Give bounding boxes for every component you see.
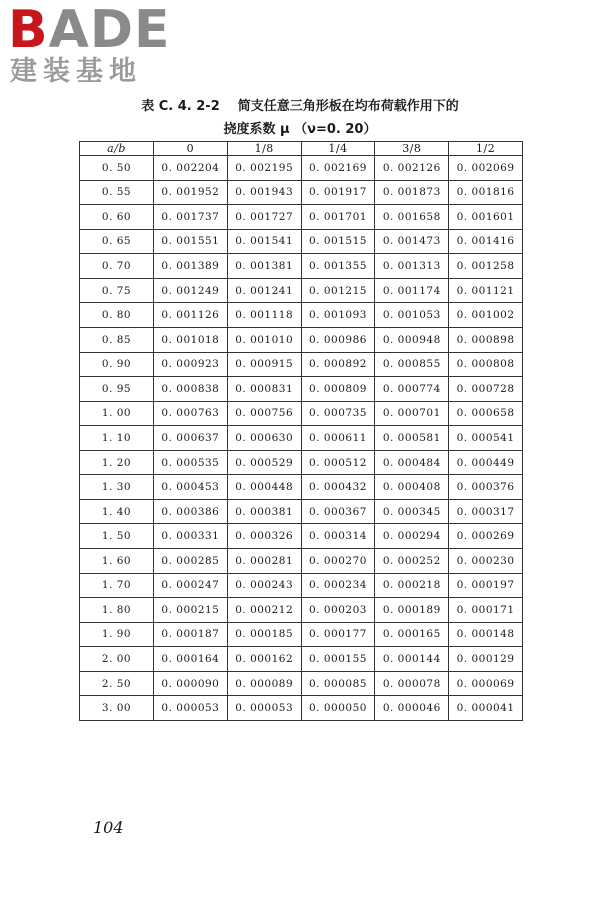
value-cell: 0. 001002 bbox=[449, 303, 523, 328]
value-cell: 0. 001010 bbox=[227, 327, 301, 352]
value-cell: 0. 000089 bbox=[227, 671, 301, 696]
table-row bbox=[80, 327, 523, 352]
value-cell: 0. 000808 bbox=[449, 352, 523, 377]
value-cell: 0. 001241 bbox=[227, 278, 301, 303]
value-cell: 0. 000728 bbox=[449, 377, 523, 402]
value-cell: 0. 000129 bbox=[449, 647, 523, 672]
value-cell: 0. 000069 bbox=[449, 671, 523, 696]
value-cell: 0. 001093 bbox=[301, 303, 375, 328]
value-cell: 0. 000144 bbox=[375, 647, 449, 672]
table-title bbox=[0, 95, 600, 114]
value-cell: 0. 000701 bbox=[375, 401, 449, 426]
value-cell: 0. 000915 bbox=[227, 352, 301, 377]
header-cell: 0 bbox=[154, 142, 228, 156]
value-cell: 0. 000386 bbox=[154, 499, 228, 524]
value-cell: 0. 000317 bbox=[449, 499, 523, 524]
row-label-cell: 1. 70 bbox=[80, 573, 154, 598]
value-cell: 0. 000148 bbox=[449, 622, 523, 647]
value-cell: 0. 000331 bbox=[154, 524, 228, 549]
value-cell: 0. 000053 bbox=[154, 696, 228, 721]
value-cell: 0. 000630 bbox=[227, 426, 301, 451]
value-cell: 0. 000078 bbox=[375, 671, 449, 696]
value-cell: 0. 000345 bbox=[375, 499, 449, 524]
table-row bbox=[80, 205, 523, 230]
value-cell: 0. 001018 bbox=[154, 327, 228, 352]
value-cell: 0. 000165 bbox=[375, 622, 449, 647]
table-row bbox=[80, 696, 523, 721]
row-label-cell: 0. 60 bbox=[80, 205, 154, 230]
value-cell: 0. 001601 bbox=[449, 205, 523, 230]
table-row bbox=[80, 229, 523, 254]
row-label-cell: 0. 95 bbox=[80, 377, 154, 402]
header-cell: 1/8 bbox=[227, 142, 301, 156]
row-label-cell: 0. 85 bbox=[80, 327, 154, 352]
table-row bbox=[80, 499, 523, 524]
value-cell: 0. 000234 bbox=[301, 573, 375, 598]
value-cell: 0. 000611 bbox=[301, 426, 375, 451]
header-cell: 1/4 bbox=[301, 142, 375, 156]
table-row bbox=[80, 254, 523, 279]
table-row bbox=[80, 573, 523, 598]
row-label-cell: 1. 00 bbox=[80, 401, 154, 426]
value-cell: 0. 000453 bbox=[154, 475, 228, 500]
value-cell: 0. 001515 bbox=[301, 229, 375, 254]
value-cell: 0. 002126 bbox=[375, 156, 449, 181]
value-cell: 0. 000831 bbox=[227, 377, 301, 402]
table-row bbox=[80, 524, 523, 549]
coefficient-table bbox=[79, 141, 523, 721]
value-cell: 0. 000581 bbox=[375, 426, 449, 451]
row-label-cell: 1. 20 bbox=[80, 450, 154, 475]
row-label-cell: 1. 40 bbox=[80, 499, 154, 524]
table-row bbox=[80, 156, 523, 181]
value-cell: 0. 000215 bbox=[154, 598, 228, 623]
value-cell: 0. 000247 bbox=[154, 573, 228, 598]
value-cell: 0. 000177 bbox=[301, 622, 375, 647]
value-cell: 0. 000203 bbox=[301, 598, 375, 623]
value-cell: 0. 000281 bbox=[227, 549, 301, 574]
value-cell: 0. 000050 bbox=[301, 696, 375, 721]
value-cell: 0. 001121 bbox=[449, 278, 523, 303]
value-cell: 0. 000185 bbox=[227, 622, 301, 647]
value-cell: 0. 000658 bbox=[449, 401, 523, 426]
value-cell: 0. 001551 bbox=[154, 229, 228, 254]
value-cell: 0. 002204 bbox=[154, 156, 228, 181]
value-cell: 0. 000898 bbox=[449, 327, 523, 352]
value-cell: 0. 000187 bbox=[154, 622, 228, 647]
value-cell: 0. 000763 bbox=[154, 401, 228, 426]
value-cell: 0. 001917 bbox=[301, 180, 375, 205]
value-cell: 0. 000529 bbox=[227, 450, 301, 475]
value-cell: 0. 000218 bbox=[375, 573, 449, 598]
value-cell: 0. 000243 bbox=[227, 573, 301, 598]
header-cell: 3/8 bbox=[375, 142, 449, 156]
value-cell: 0. 000948 bbox=[375, 327, 449, 352]
value-cell: 0. 001658 bbox=[375, 205, 449, 230]
value-cell: 0. 001053 bbox=[375, 303, 449, 328]
page-number: 104 bbox=[93, 818, 124, 837]
value-cell: 0. 000838 bbox=[154, 377, 228, 402]
row-label-cell: 0. 80 bbox=[80, 303, 154, 328]
value-cell: 0. 001355 bbox=[301, 254, 375, 279]
row-label-cell: 0. 65 bbox=[80, 229, 154, 254]
value-cell: 0. 000294 bbox=[375, 524, 449, 549]
table-header-row bbox=[80, 142, 523, 156]
value-cell: 0. 000986 bbox=[301, 327, 375, 352]
table-row bbox=[80, 549, 523, 574]
row-label-cell: 0. 55 bbox=[80, 180, 154, 205]
table-row bbox=[80, 475, 523, 500]
value-cell: 0. 001118 bbox=[227, 303, 301, 328]
value-cell: 0. 000197 bbox=[449, 573, 523, 598]
value-cell: 0. 000085 bbox=[301, 671, 375, 696]
value-cell: 0. 000923 bbox=[154, 352, 228, 377]
value-cell: 0. 000230 bbox=[449, 549, 523, 574]
value-cell: 0. 000484 bbox=[375, 450, 449, 475]
value-cell: 0. 000735 bbox=[301, 401, 375, 426]
table-row bbox=[80, 426, 523, 451]
value-cell: 0. 001416 bbox=[449, 229, 523, 254]
value-cell: 0. 001943 bbox=[227, 180, 301, 205]
value-cell: 0. 001381 bbox=[227, 254, 301, 279]
value-cell: 0. 000381 bbox=[227, 499, 301, 524]
row-label-cell: 3. 00 bbox=[80, 696, 154, 721]
row-label-cell: 0. 50 bbox=[80, 156, 154, 181]
value-cell: 0. 002195 bbox=[227, 156, 301, 181]
table-row bbox=[80, 401, 523, 426]
brand-logo bbox=[8, 2, 183, 90]
value-cell: 0. 000155 bbox=[301, 647, 375, 672]
value-cell: 0. 000432 bbox=[301, 475, 375, 500]
table-row bbox=[80, 598, 523, 623]
value-cell: 0. 001249 bbox=[154, 278, 228, 303]
value-cell: 0. 000535 bbox=[154, 450, 228, 475]
table-title-line2: 挠度系数 μ （ν=0. 20） bbox=[223, 122, 377, 137]
value-cell: 0. 000314 bbox=[301, 524, 375, 549]
value-cell: 0. 000809 bbox=[301, 377, 375, 402]
value-cell: 0. 000367 bbox=[301, 499, 375, 524]
table-row bbox=[80, 622, 523, 647]
value-cell: 0. 000376 bbox=[449, 475, 523, 500]
value-cell: 0. 000041 bbox=[449, 696, 523, 721]
row-label-cell: 1. 90 bbox=[80, 622, 154, 647]
value-cell: 0. 001313 bbox=[375, 254, 449, 279]
row-label-cell: 0. 70 bbox=[80, 254, 154, 279]
value-cell: 0. 000408 bbox=[375, 475, 449, 500]
value-cell: 0. 000046 bbox=[375, 696, 449, 721]
value-cell: 0. 001258 bbox=[449, 254, 523, 279]
value-cell: 0. 001816 bbox=[449, 180, 523, 205]
value-cell: 0. 000171 bbox=[449, 598, 523, 623]
header-cell-ab: a/b bbox=[80, 142, 154, 156]
value-cell: 0. 000756 bbox=[227, 401, 301, 426]
value-cell: 0. 000189 bbox=[375, 598, 449, 623]
row-label-cell: 1. 80 bbox=[80, 598, 154, 623]
value-cell: 0. 000252 bbox=[375, 549, 449, 574]
value-cell: 0. 001215 bbox=[301, 278, 375, 303]
value-cell: 0. 000637 bbox=[154, 426, 228, 451]
value-cell: 0. 000285 bbox=[154, 549, 228, 574]
value-cell: 0. 000270 bbox=[301, 549, 375, 574]
value-cell: 0. 000212 bbox=[227, 598, 301, 623]
row-label-cell: 1. 30 bbox=[80, 475, 154, 500]
value-cell: 0. 001541 bbox=[227, 229, 301, 254]
table-row bbox=[80, 377, 523, 402]
table-row bbox=[80, 352, 523, 377]
value-cell: 0. 001174 bbox=[375, 278, 449, 303]
value-cell: 0. 002169 bbox=[301, 156, 375, 181]
value-cell: 0. 001701 bbox=[301, 205, 375, 230]
value-cell: 0. 000448 bbox=[227, 475, 301, 500]
row-label-cell: 0. 90 bbox=[80, 352, 154, 377]
table-row bbox=[80, 647, 523, 672]
logo-chinese-text: 建装基地 bbox=[10, 56, 142, 87]
value-cell: 0. 000326 bbox=[227, 524, 301, 549]
value-cell: 0. 000269 bbox=[449, 524, 523, 549]
value-cell: 0. 000855 bbox=[375, 352, 449, 377]
row-label-cell: 1. 60 bbox=[80, 549, 154, 574]
row-label-cell: 1. 10 bbox=[80, 426, 154, 451]
row-label-cell: 0. 75 bbox=[80, 278, 154, 303]
logo-wordmark: BADE bbox=[8, 0, 171, 60]
table-row bbox=[80, 278, 523, 303]
value-cell: 0. 001473 bbox=[375, 229, 449, 254]
value-cell: 0. 001389 bbox=[154, 254, 228, 279]
table-row bbox=[80, 450, 523, 475]
table-row bbox=[80, 671, 523, 696]
row-label-cell: 1. 50 bbox=[80, 524, 154, 549]
header-cell: 1/2 bbox=[449, 142, 523, 156]
value-cell: 0. 000541 bbox=[449, 426, 523, 451]
value-cell: 0. 000162 bbox=[227, 647, 301, 672]
value-cell: 0. 001126 bbox=[154, 303, 228, 328]
value-cell: 0. 001727 bbox=[227, 205, 301, 230]
value-cell: 0. 000164 bbox=[154, 647, 228, 672]
value-cell: 0. 000512 bbox=[301, 450, 375, 475]
row-label-cell: 2. 00 bbox=[80, 647, 154, 672]
value-cell: 0. 001737 bbox=[154, 205, 228, 230]
value-cell: 0. 000449 bbox=[449, 450, 523, 475]
value-cell: 0. 000892 bbox=[301, 352, 375, 377]
value-cell: 0. 000774 bbox=[375, 377, 449, 402]
value-cell: 0. 000053 bbox=[227, 696, 301, 721]
table-row bbox=[80, 180, 523, 205]
table-number: 表 C. 4. 2-2 bbox=[141, 99, 220, 114]
value-cell: 0. 001952 bbox=[154, 180, 228, 205]
table-row bbox=[80, 303, 523, 328]
value-cell: 0. 002069 bbox=[449, 156, 523, 181]
row-label-cell: 2. 50 bbox=[80, 671, 154, 696]
table-title-line1: 简支任意三角形板在均布荷载作用下的 bbox=[237, 99, 459, 114]
value-cell: 0. 001873 bbox=[375, 180, 449, 205]
value-cell: 0. 000090 bbox=[154, 671, 228, 696]
